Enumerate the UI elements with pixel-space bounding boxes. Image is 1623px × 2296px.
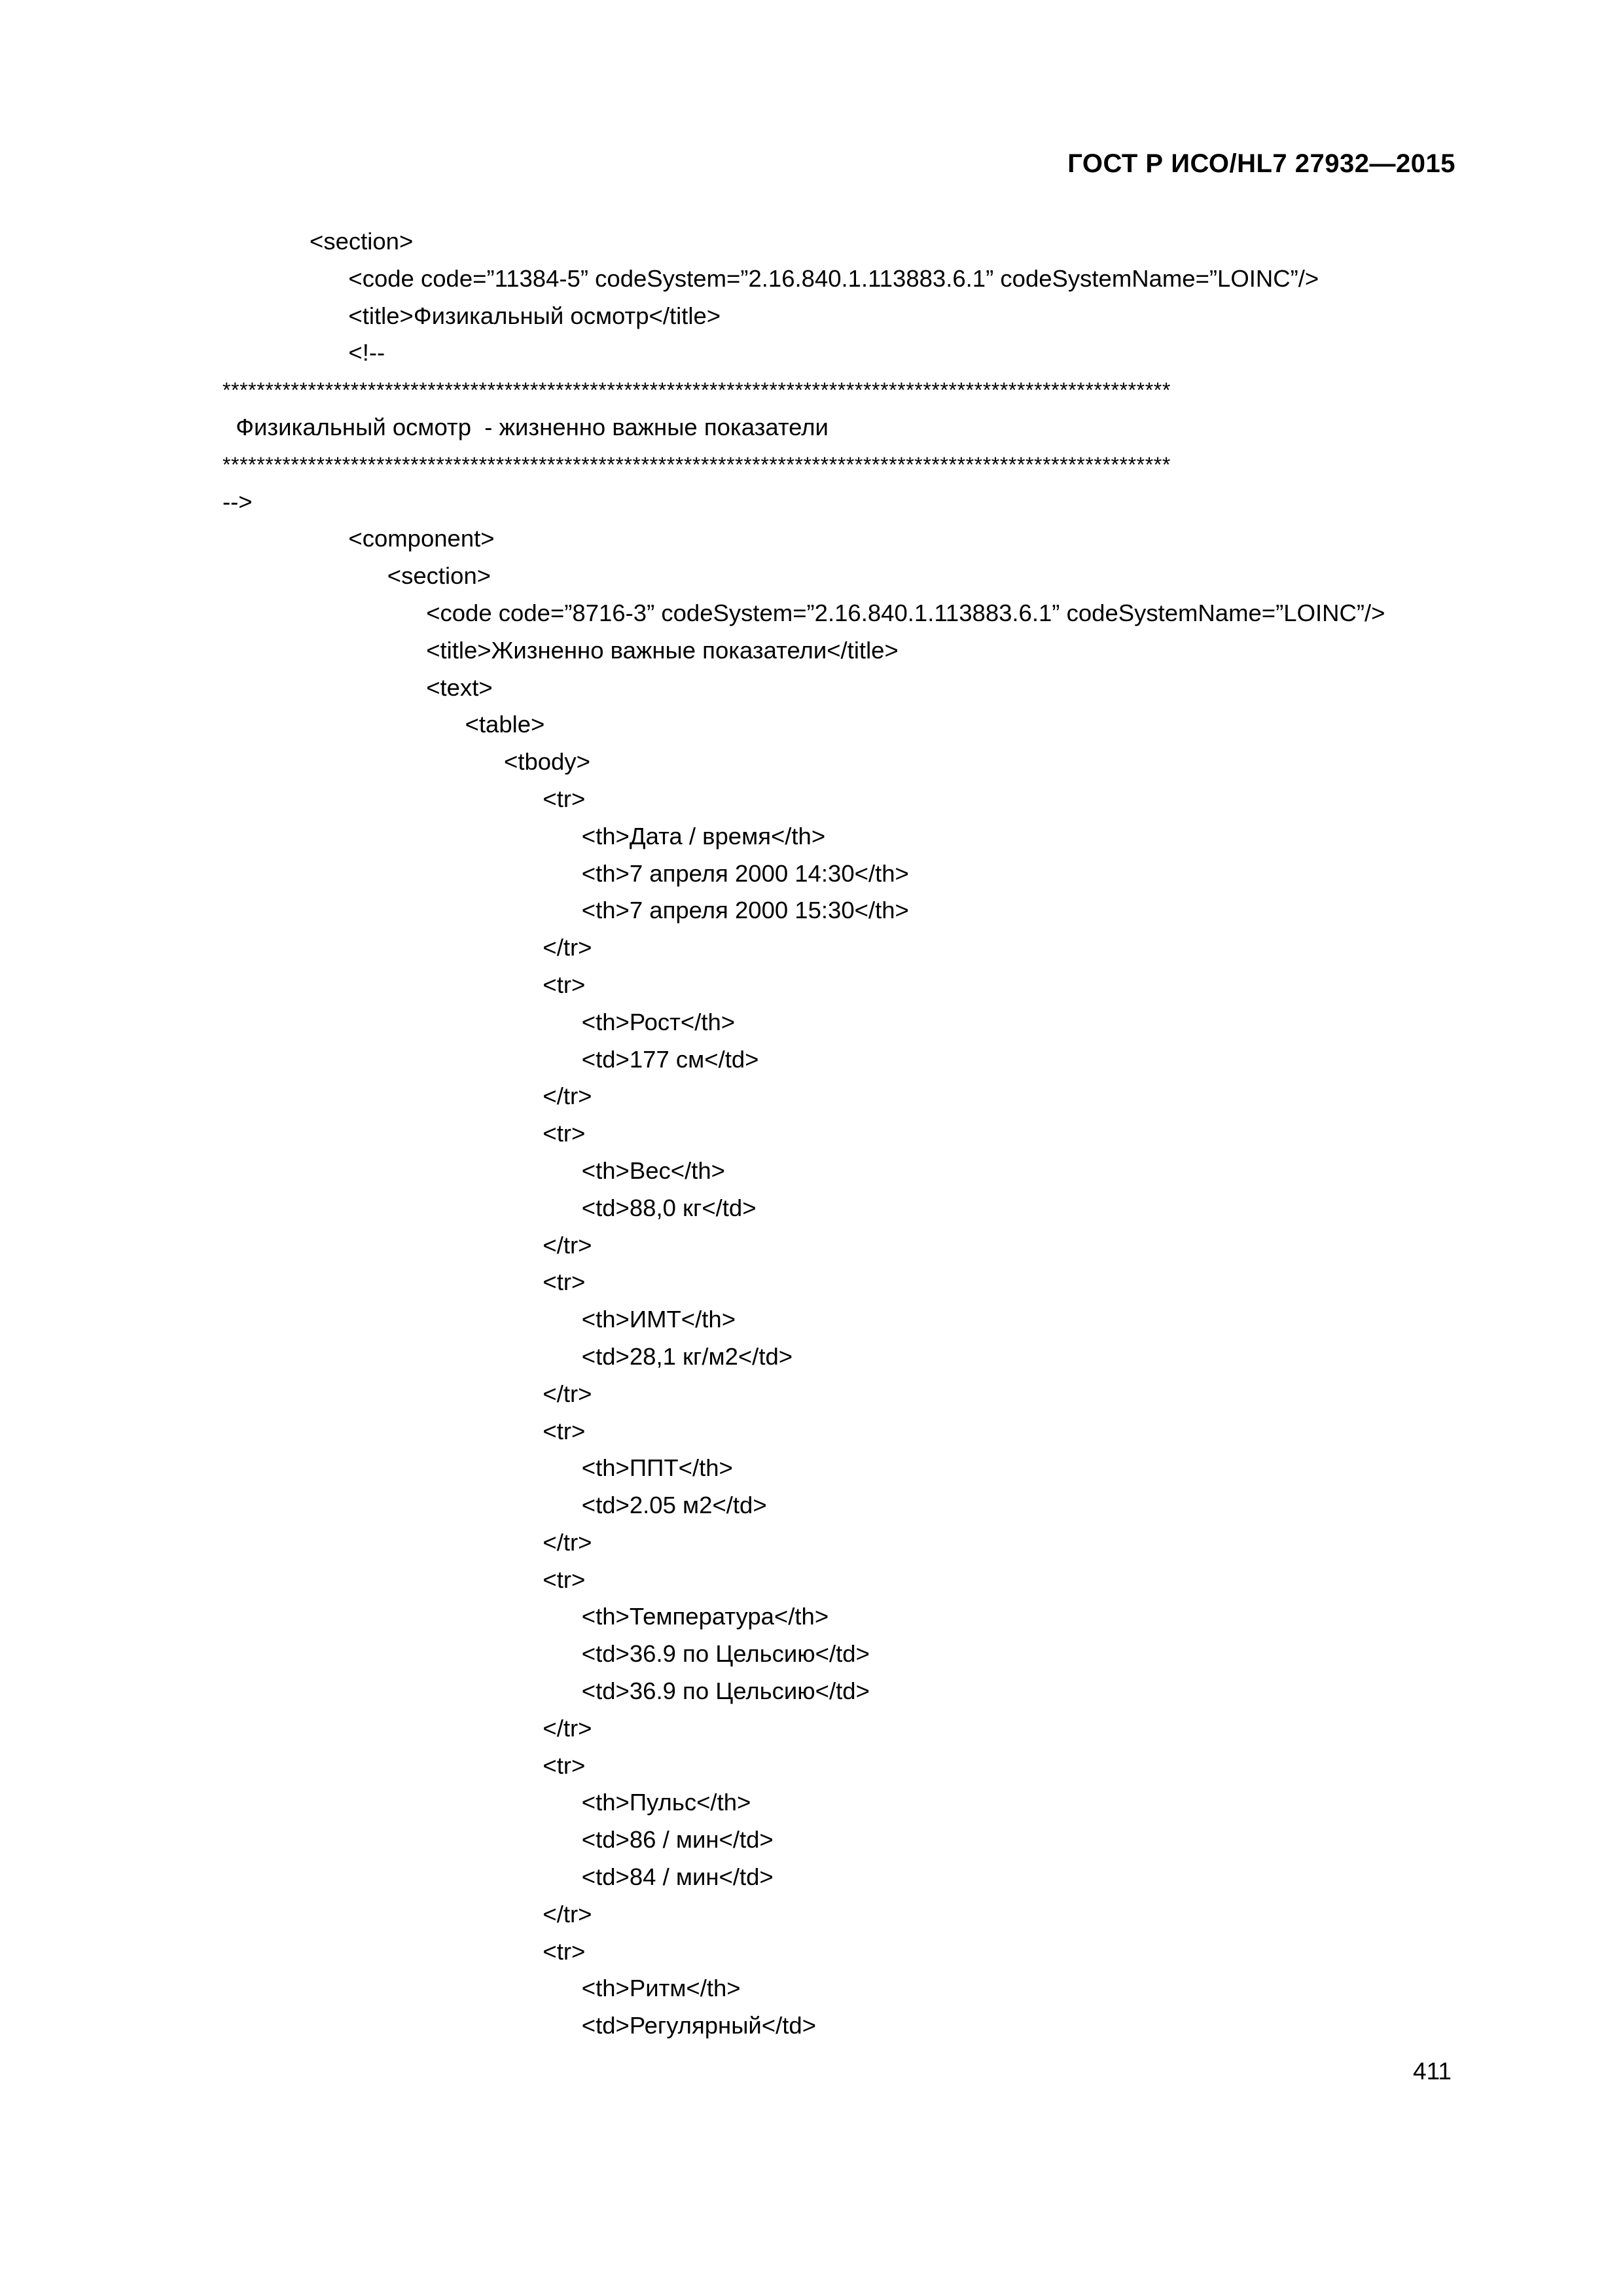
- code-line: <td>36.9 по Цельсию</td>: [581, 1677, 870, 1705]
- code-line: <tr>: [543, 1937, 586, 1965]
- code-line: <text>: [426, 673, 493, 701]
- code-line: <section>: [310, 228, 414, 255]
- code-line: <tr>: [543, 785, 586, 812]
- code-line: <th>7 апреля 2000 15:30</th>: [581, 897, 909, 924]
- code-line: </tr>: [543, 1528, 592, 1556]
- document-header: ГОСТ Р ИСО/HL7 27932—2015: [1067, 149, 1455, 178]
- code-line: <component>: [348, 525, 495, 552]
- code-line: <th>Ритм</th>: [581, 1975, 741, 2002]
- code-line: <th>Рост</th>: [581, 1008, 736, 1035]
- code-line: <section>: [387, 562, 491, 590]
- code-line: </tr>: [543, 1083, 592, 1110]
- code-line: <tbody>: [504, 748, 590, 776]
- code-line: <title>Физикальный осмотр</title>: [348, 302, 721, 329]
- code-line: <tr>: [543, 971, 586, 998]
- code-line: -->: [223, 488, 253, 515]
- code-line: </tr>: [543, 1380, 592, 1407]
- code-line: <th>Вес</th>: [581, 1157, 725, 1184]
- code-line: <td>Регулярный</td>: [581, 2012, 817, 2039]
- code-line: <th>Дата / время</th>: [581, 822, 826, 850]
- page-number: 411: [1413, 2058, 1452, 2085]
- code-line: <tr>: [543, 1120, 586, 1147]
- code-line: <th>7 апреля 2000 14:30</th>: [581, 859, 909, 887]
- code-line: <td>88,0 кг</td>: [581, 1194, 757, 1221]
- code-line: <td>2.05 м2</td>: [581, 1492, 767, 1519]
- code-line: <code code=”8716-3” codeSystem=”2.16.840.1.113883.6.1” codeSystemName=”LOINC”/>: [426, 599, 1385, 626]
- code-line: </tr>: [543, 1714, 592, 1742]
- code-listing: [223, 223, 1492, 2045]
- comment-separator-line: ***************************************************************************************************************: [223, 452, 1171, 476]
- code-line: <tr>: [543, 1751, 586, 1779]
- code-line: <td>86 / мин</td>: [581, 1826, 774, 1854]
- code-line: <td>36.9 по Цельсию</td>: [581, 1640, 870, 1668]
- comment-separator-line: ***************************************************************************************************************: [223, 378, 1171, 403]
- code-line: </tr>: [543, 1231, 592, 1259]
- code-line: <title>Жизненно важные показатели</title>: [426, 636, 899, 664]
- code-line: <td>28,1 кг/м2</td>: [581, 1342, 793, 1370]
- code-line: <tr>: [543, 1268, 586, 1296]
- code-line: </tr>: [543, 934, 592, 961]
- code-line: <th>ППТ</th>: [581, 1454, 733, 1482]
- code-line: <tr>: [543, 1566, 586, 1593]
- code-line: <!--: [348, 339, 385, 367]
- code-line: <td>177 см</td>: [581, 1045, 759, 1073]
- code-line: <code code=”11384-5” codeSystem=”2.16.840.1.113883.6.1” codeSystemName=”LOINC”/>: [348, 264, 1319, 292]
- code-line: <td>84 / мин</td>: [581, 1863, 774, 1891]
- code-line: <table>: [465, 711, 545, 738]
- code-line: </tr>: [543, 1900, 592, 1928]
- code-line: <th>Пульс</th>: [581, 1789, 751, 1816]
- code-line: <th>ИМТ</th>: [581, 1306, 736, 1333]
- code-line: <tr>: [543, 1417, 586, 1444]
- code-line: Физикальный осмотр - жизненно важные показатели: [223, 413, 829, 440]
- code-line: <th>Температура</th>: [581, 1603, 829, 1630]
